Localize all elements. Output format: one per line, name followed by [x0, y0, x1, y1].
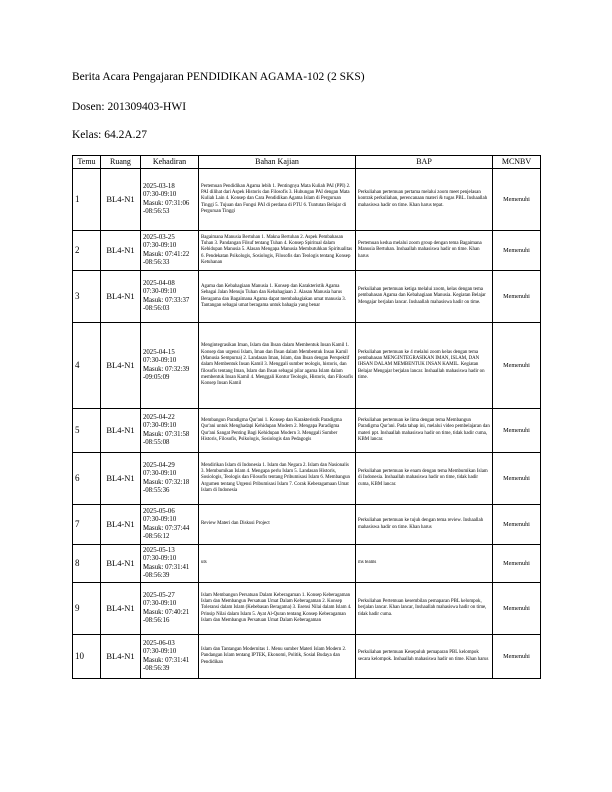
cell-bahan-kajian: Membangun Paradigma Qur'ani 1. Konsep dan Karakteristik Paradigma Qur'ani untuk Menghadapi Kehidupan Modern 2. Mengapa Paradigma Qur'ani Sangat Penting Bagi Kehidupan Modern 3. Menggali Sumber Historis, Filosofis, Psikologis, Sosiologis dan Pedagogis — [199, 409, 356, 453]
cell-temu: 2 — [73, 231, 101, 271]
table-row — [73, 505, 541, 545]
attendance-time: 07:30-09:10 — [143, 191, 177, 199]
cell-temu: 5 — [73, 409, 101, 453]
cell-mcnbv: Memenuhi — [493, 545, 541, 583]
attendance-time: 07:30-09:10 — [143, 555, 177, 563]
attendance-in: Masuk: 07:37:44 — [143, 524, 190, 532]
attendance-date: 2025-03-25 — [143, 233, 175, 241]
cell-mcnbv: Memenuhi — [493, 583, 541, 635]
column-header-kehadiran: Kehadiran — [141, 156, 199, 169]
table-row — [73, 271, 541, 323]
cell-mcnbv: Memenuhi — [493, 231, 541, 271]
table-body — [73, 169, 541, 679]
attendance-in: Masuk: 07:40:21 — [143, 608, 190, 616]
attendance-date: 2025-05-13 — [143, 546, 175, 554]
column-header-bahan-kajian: Bahan Kajian — [199, 156, 356, 169]
table-row — [73, 169, 541, 231]
cell-kehadiran — [141, 231, 199, 271]
cell-bap: Perkuliahan pertemuan ke enam dengan tema Membumikan Islam di Indonesia. Inshaallah mahasiswa hadir on time, tidak hadir cuma, KBM lancar. — [356, 453, 493, 505]
attendance-time: 07:30-09:10 — [143, 242, 177, 250]
attendance-out: -08:56:39 — [143, 664, 170, 672]
column-header-mcnbv: MCNBV — [493, 156, 541, 169]
cell-bahan-kajian: Pertemuan Pendidikan Agama lebih 1. Pentingnya Mata Kuliah PAI (PPI) 2. PAI dilihat dari Aspek Historis dan Filosofis 3. Hubungan PAI dengan Mata Kuliah Lain 4. Konsep dan Cara Pendidikan Agama Islam di Perguruan Tinggi 5. Tujuan dan Fungsi PAI di perdana di PTU 6. Tuntutan Belajar di Perguruan Tinggi — [199, 169, 356, 231]
cell-temu: 1 — [73, 169, 101, 231]
cell-bap: ms teams — [356, 545, 493, 583]
column-header-bap: BAP — [356, 156, 493, 169]
cell-ruang: BL4-N1 — [101, 505, 141, 545]
attendance-date: 2025-03-18 — [143, 182, 175, 190]
cell-ruang: BL4-N1 — [101, 323, 141, 409]
cell-ruang: BL4-N1 — [101, 545, 141, 583]
attendance-out: -08:56:12 — [143, 532, 170, 540]
cell-ruang: BL4-N1 — [101, 231, 141, 271]
table-header-row — [73, 156, 541, 169]
cell-bap: Perkuliahan pertemuan pertama melalui zoom meet penjelasan kontrak perkuliahan, perencanaan materi & tugas PBL. Inshaallah mahasiswa hadir on time. Khan harus tepat. — [356, 169, 493, 231]
attendance-date: 2025-05-06 — [143, 507, 175, 515]
attendance-in: Masuk: 07:31:58 — [143, 430, 190, 438]
cell-kehadiran — [141, 453, 199, 505]
cell-bahan-kajian: Islam Membangun Persatuan Dalam Keberagaman 1. Konsep Keberagaman Islam dan Membangun Persatuan Umat Dalam Keberagaman 2. Konsep Toleransi dalam Islam (Kebebasan Beragama) 3. Esensi Nilai dalam Islam 4. Prinsip Nilai dalam Islam 5. Ayat Al-Quran tentang Konsep Keberagaman Islam dan Membangun Persatuan Umat Dalam Keberagaman — [199, 583, 356, 635]
table-row — [73, 453, 541, 505]
cell-temu: 8 — [73, 545, 101, 583]
attendance-in: Masuk: 07:32:18 — [143, 478, 190, 486]
cell-mcnbv: Memenuhi — [493, 323, 541, 409]
cell-bap: Perkuliahan pertemuan ketiga melalui zoom, kelas dengan tema pembahasan Agama dan Kebahagiaan Manusia. Kegiatan Belajar Mengajar berjalan lancar. Inshaallah mahasiswa hadir on time. — [356, 271, 493, 323]
cell-bap: Perkuliahan Pertemuan kesembilan pemaparan PBL kelompok, berjalan lancar. Khan lancar, Inshaallah mahasiswa hadir on time, tidak hadir cuma. — [356, 583, 493, 635]
cell-mcnbv: Memenuhi — [493, 169, 541, 231]
attendance-out: -08:56:53 — [143, 207, 170, 215]
attendance-out: -08:56:16 — [143, 616, 170, 624]
attendance-time: 07:30-09:10 — [143, 600, 177, 608]
cell-ruang: BL4-N1 — [101, 453, 141, 505]
cell-mcnbv: Memenuhi — [493, 409, 541, 453]
attendance-date: 2025-05-27 — [143, 591, 175, 599]
attendance-in: Masuk: 07:31:06 — [143, 199, 190, 207]
cell-mcnbv: Memenuhi — [493, 635, 541, 679]
attendance-date: 2025-04-15 — [143, 348, 175, 356]
attendance-date: 2025-04-29 — [143, 461, 175, 469]
attendance-time: 07:30-09:10 — [143, 648, 177, 656]
cell-ruang: BL4-N1 — [101, 409, 141, 453]
cell-kehadiran — [141, 323, 199, 409]
cell-kehadiran — [141, 409, 199, 453]
cell-bap: Perkuliahan pertemuan ke lima dengan tema Membangun Paradigma Qur'ani. Pada tahap ini, melalui video pembelajaran dan materi ppt. Inshaallah mahasiswa hadir on time, tidak hadir cuma, KBM lancar. — [356, 409, 493, 453]
cell-bahan-kajian: Bagaimana Manusia Bertuhan 1. Makna Bertuhan 2. Aspek Pembahasan Tuhan 3. Pandangan Filsuf tentang Tuhan 4. Konsep Spiritual dalam Kehidupan Manusia 5. Alasan Mengapa Manusia Membutuhkan Spiritualitas 6. Pendekatan Psikologis, Sosiologis, Filosofis dan Teologis tentang Konsep Ketuhanan — [199, 231, 356, 271]
cell-temu: 4 — [73, 323, 101, 409]
attendance-time: 07:30-09:10 — [143, 470, 177, 478]
attendance-time: 07:30-09:10 — [143, 422, 177, 430]
cell-mcnbv: Memenuhi — [493, 505, 541, 545]
cell-ruang: BL4-N1 — [101, 271, 141, 323]
table-row — [73, 409, 541, 453]
attendance-out: -08:55:08 — [143, 438, 170, 446]
attendance-date: 2025-04-08 — [143, 279, 175, 287]
attendance-time: 07:30-09:10 — [143, 288, 177, 296]
attendance-out: -08:56:33 — [143, 258, 170, 266]
table-row — [73, 231, 541, 271]
attendance-date: 2025-04-22 — [143, 413, 175, 421]
table-row — [73, 545, 541, 583]
attendance-in: Masuk: 07:31:41 — [143, 656, 190, 664]
cell-mcnbv: Memenuhi — [493, 453, 541, 505]
cell-bap: Perkuliahan pertemuan ke 4 melalui zoom kelas dengan tema pembahasan MENGINTEGRASIKAN IMAN, ISLAM, DAN IHSAN DALAM MEMBENTUK INSAN KAMIL. Kegiatan Belajar Mengajar berjalan lancar. Inshaallah mahasiswa hadir on time. — [356, 323, 493, 409]
cell-bahan-kajian: Mengintegrasikan Iman, Islam dan Ihsan dalam Membentuk Insan Kamil 1. Konsep dan urgensi Islam, Iman dan Ihsan dalam Membentuk Insan Kamil (Manusia Sempurna) 2. Landasan Iman, Islam, dan Ihsan dengan Perspektif dalam Membentuk Insan Kamil 3. Menggali sumber teologis, historis, dan filosofis tentang Iman, Islam dan Ihsan sebagai pilar agama Islam dalam membentuk Insan Kamil 4. Menggali Kontur Teologis, Historis, dan Filosofis Konsep Insan Kamil — [199, 323, 356, 409]
cell-temu: 3 — [73, 271, 101, 323]
attendance-out: -09:05:09 — [143, 373, 170, 381]
cell-kehadiran — [141, 545, 199, 583]
table-row — [73, 635, 541, 679]
table-row — [73, 583, 541, 635]
class-id: Kelas: 64.2A.27 — [72, 129, 148, 141]
attendance-in: Masuk: 07:41:22 — [143, 250, 190, 258]
cell-ruang: BL4-N1 — [101, 583, 141, 635]
attendance-out: -08:56:03 — [143, 304, 170, 312]
teaching-record-table — [72, 155, 541, 679]
cell-bap: Pertemuan kedua melalui zoom group dengan tema Bagaimana Manusia Bertuhan. Inshaallah mahasiswa hadir on time. Khan harus — [356, 231, 493, 271]
table-row — [73, 323, 541, 409]
cell-kehadiran — [141, 505, 199, 545]
cell-bap: Perkuliahan pertemuan Kesepuluh pemaparan PBL kelompok secara kelompok. Inshaallah mahasiswa hadir on time. Khan harus — [356, 635, 493, 679]
attendance-time: 07:30-09:10 — [143, 516, 177, 524]
cell-kehadiran — [141, 271, 199, 323]
cell-temu: 7 — [73, 505, 101, 545]
attendance-date: 2025-06-03 — [143, 639, 175, 647]
cell-bahan-kajian: Review Materi dan Diskusi Project — [199, 505, 356, 545]
attendance-in: Masuk: 07:32:39 — [143, 365, 190, 373]
cell-bahan-kajian: Islam dan Tantangan Modernitas 1. Menu sumber Materi Islam Modern 2. Pandangan Islam tentang IPTEK, Ekonomi, Politik, Sosial Budaya dan Pendidikan — [199, 635, 356, 679]
cell-bap: Perkuliahan pertemuan ke tujuh dengan tema review. Inshaallah mahasiswa hadir on time. Khan harus — [356, 505, 493, 545]
attendance-out: -08:56:39 — [143, 571, 170, 579]
attendance-out: -08:55:36 — [143, 486, 170, 494]
cell-temu: 9 — [73, 583, 101, 635]
cell-mcnbv: Memenuhi — [493, 271, 541, 323]
cell-bahan-kajian: Agama dan Kebahagiaan Manusia 1. Konsep dan Karakteristik Agama Sebagai Jalan Menuju Tuhan dan Kebahagiaan 2. Alasan Manusia harus Beragama dan Bagaimana Agama dapat membahagiakan umat manusia 3. Tantangan sebagai umat beragama untuk bahagia yang benar — [199, 271, 356, 323]
cell-ruang: BL4-N1 — [101, 169, 141, 231]
lecturer-id: Dosen: 201309403-HWI — [72, 101, 187, 113]
attendance-in: Masuk: 07:33:37 — [143, 296, 190, 304]
cell-temu: 6 — [73, 453, 101, 505]
cell-kehadiran — [141, 583, 199, 635]
column-header-temu: Temu — [73, 156, 101, 169]
document-title: Berita Acara Pengajaran PENDIDIKAN AGAMA-102 (2 SKS) — [72, 71, 365, 83]
cell-kehadiran — [141, 169, 199, 231]
cell-bahan-kajian: Mendirikan Islam di Indonesia 1. Islam dan Negara 2. Islam dan Nasionalis 3. Membumikan Islam 4. Mengapa perlu Islam 5. Landasan Historis, Sosiologis, Teologis dan Filosofis tentang Pribumisasi Islam 6. Membangun Argumen tentang Urgensi Pribumisasi Islam 7. Corak Keberagamaan Umat Islam di Indonesia — [199, 453, 356, 505]
cell-bahan-kajian: uts — [199, 545, 356, 583]
attendance-in: Masuk: 07:31:41 — [143, 563, 190, 571]
cell-kehadiran — [141, 635, 199, 679]
column-header-ruang: Ruang — [101, 156, 141, 169]
cell-ruang: BL4-N1 — [101, 635, 141, 679]
cell-temu: 10 — [73, 635, 101, 679]
attendance-time: 07:30-09:10 — [143, 357, 177, 365]
